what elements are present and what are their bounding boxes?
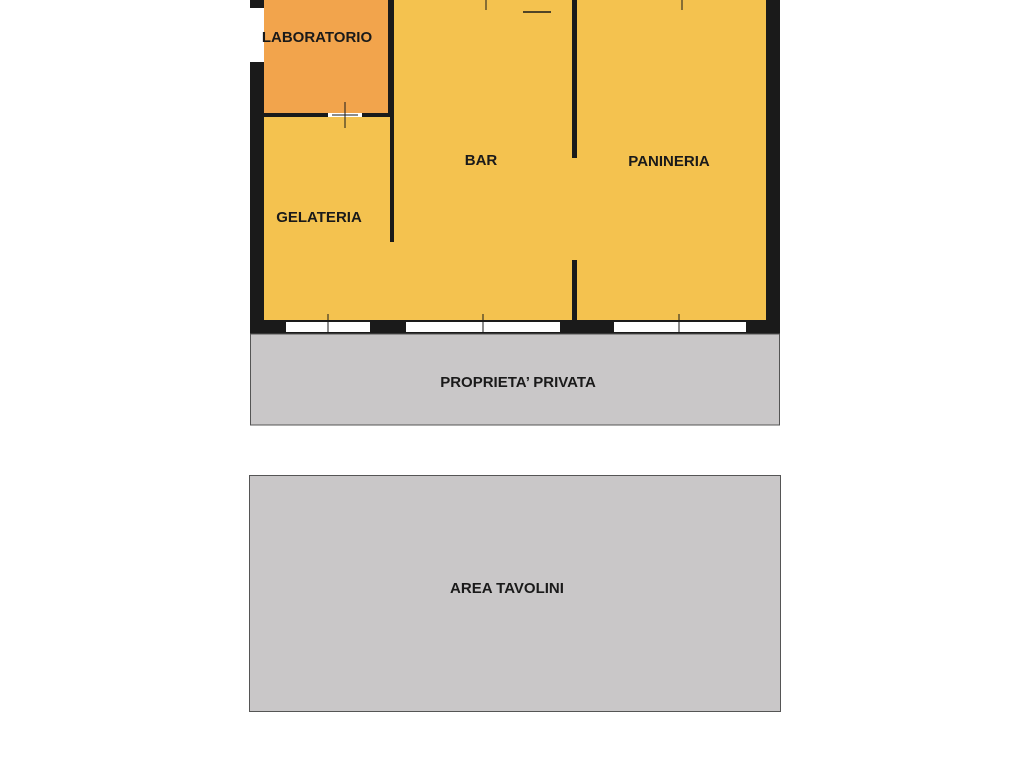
label-seating-area: AREA TAVOLINI xyxy=(450,580,564,597)
label-private-property: PROPRIETA’ PRIVATA xyxy=(440,374,596,391)
label-gelateria: GELATERIA xyxy=(276,209,362,226)
wall-gelateria-bar xyxy=(390,116,394,242)
label-bar: BAR xyxy=(464,152,498,169)
outer-wall-right xyxy=(766,0,780,332)
wall-laboratorio-right xyxy=(388,0,394,116)
laboratorio-area xyxy=(261,0,390,113)
outer-wall-left-top xyxy=(250,0,264,8)
outer-wall-left xyxy=(250,62,264,332)
wall-bar-panineria-top xyxy=(572,0,577,158)
label-panineria: PANINERIA xyxy=(628,153,710,170)
window-panineria xyxy=(614,322,746,332)
label-laboratorio: LABORATORIO xyxy=(261,29,373,46)
